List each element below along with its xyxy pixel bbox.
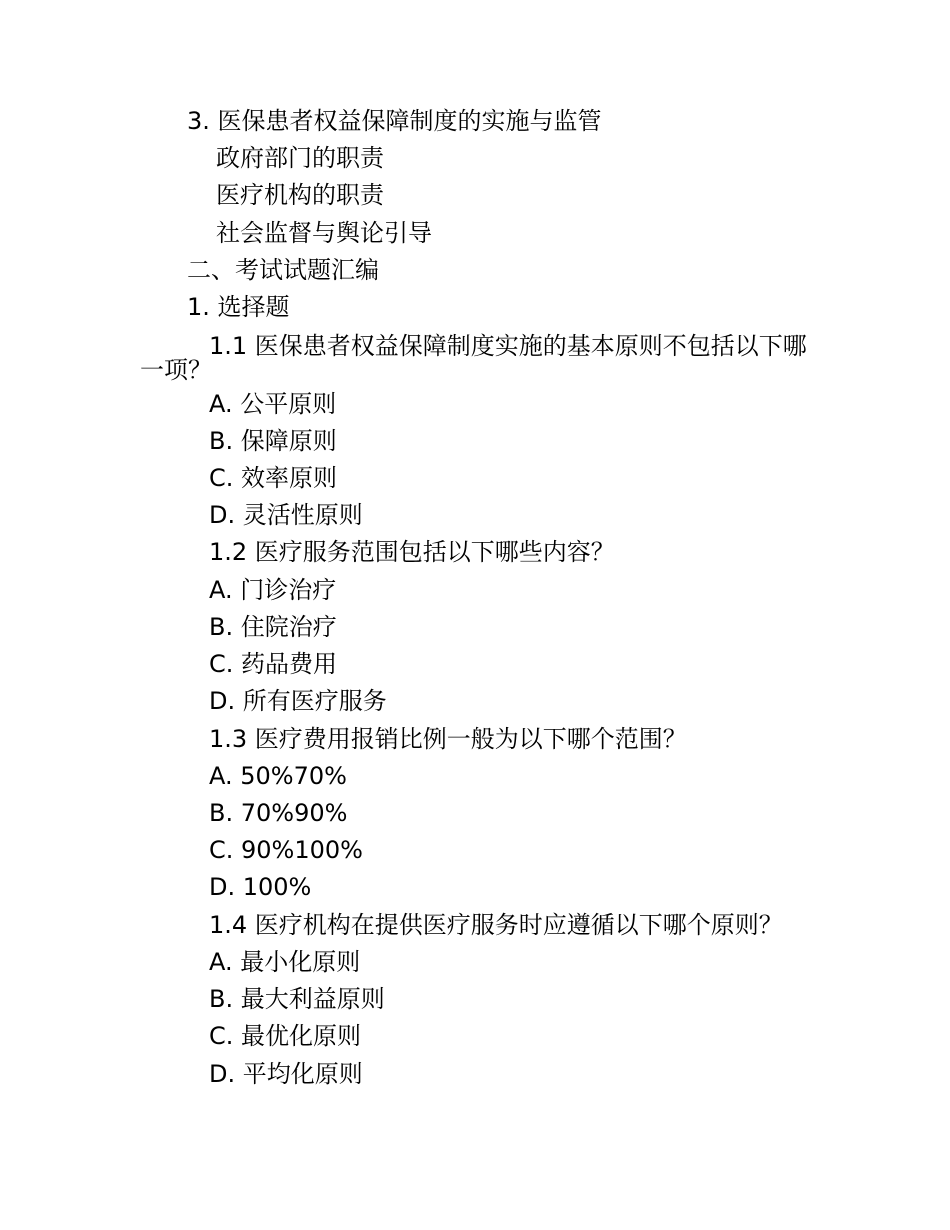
question-option: A. 公平原则 [209,390,337,418]
sub-heading: 1. 选择题 [187,293,290,321]
question-option: C. 药品费用 [209,650,338,678]
question-stem: 1.3 医疗费用报销比例一般为以下哪个范围？ [209,725,687,753]
question-option: B. 最大利益原则 [209,985,385,1013]
question-option: A. 50%70% [209,762,347,790]
question-option: D. 所有医疗服务 [209,687,387,715]
question-option: C. 效率原则 [209,464,338,492]
question-option: C. 最优化原则 [209,1022,362,1050]
question-option: D. 100% [209,873,312,901]
question-option: D. 平均化原则 [209,1060,363,1088]
question-stem: 1.4 医疗机构在提供医疗服务时应遵循以下哪个原则？ [209,911,783,939]
section-item: 社会监督与舆论引导 [216,219,432,247]
question-option: A. 门诊治疗 [209,576,337,604]
question-option: B. 住院治疗 [209,613,337,641]
question-option: D. 灵活性原则 [209,501,363,529]
question-option: B. 70%90% [209,799,348,827]
question-option: B. 保障原则 [209,427,337,455]
section-heading: 3. 医保患者权益保障制度的实施与监管 [187,107,602,135]
question-stem: 1.2 医疗服务范围包括以下哪些内容？ [209,538,615,566]
part-heading: 二、考试试题汇编 [187,256,379,284]
question-option: C. 90%100% [209,836,363,864]
section-item: 政府部门的职责 [216,144,384,172]
question-stem: 1.1 医保患者权益保障制度实施的基本原则不包括以下哪一项？ [140,332,807,384]
question-option: A. 最小化原则 [209,948,361,976]
section-item: 医疗机构的职责 [216,181,384,209]
